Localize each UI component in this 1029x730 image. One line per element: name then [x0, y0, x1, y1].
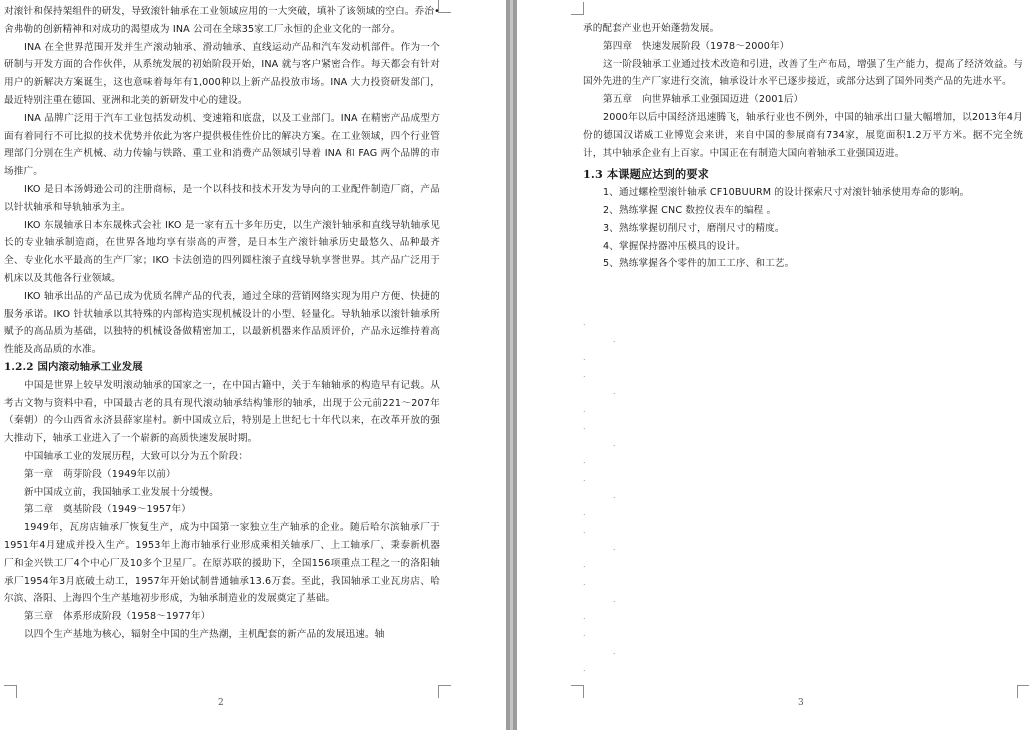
- paragraph: 新中国成立前，我国轴承工业发展十分缓慢。: [24, 486, 219, 498]
- paragraph: 中国是世界上较早发明滚动轴承的国家之一，在中国古籍中，关于车轴轴承的构造早有记载。从考古文物与资料中看，中国最古老的具有现代滚动轴承结构雏形的轴承，出现于公元前221～207年（秦朝）的今山西省永济县薛家崖村。新中国成立后，特别是上世纪七十年代以来，在改革开放的强大推动下，轴承工业进入了一个崭新的高质快速发展时期。: [4, 379, 440, 445]
- crop-mark-top-right: [438, 0, 451, 13]
- paragraph-mark: .: [613, 542, 616, 552]
- page-gap: [506, 0, 517, 730]
- paragraph-mark: .: [583, 421, 586, 431]
- paragraph-mark: .: [613, 439, 616, 449]
- paragraph: 第五章 向世界轴承工业强国迈进（2001后）: [603, 94, 804, 106]
- paragraph: 以四个生产基地为核心，辐射全中国的生产热潮，主机配套的新产品的发展迅速。轴: [24, 628, 385, 640]
- paragraph: INA 品牌广泛用于汽车工业包括发动机、变速箱和底盘，以及工业部门。INA 在精密产品成型方面有着同行不可比拟的技术优势并依此为客户提供极佳性价比的解决方案。在工业领域，四个行业管理部门分别在生产机械、动力传输与铁路、重工业和消费产品领域引导着 INA 和 FAG 两个品牌的市场推广。: [4, 112, 440, 178]
- paragraph-mark: .: [613, 387, 616, 397]
- paragraph-mark: .: [583, 508, 586, 518]
- paragraph-mark: .: [613, 594, 616, 604]
- paragraph: 4、掌握保持器冲压模具的设计。: [603, 240, 746, 252]
- crop-mark-bottom-right: [438, 685, 451, 698]
- document-page-left[interactable]: [0, 0, 506, 730]
- paragraph: 第三章 体系形成阶段（1958～1977年）: [24, 611, 211, 623]
- crop-mark-bottom-left: [4, 685, 17, 698]
- paragraph-mark: .: [583, 473, 586, 483]
- paragraph: 1949年，瓦房店轴承厂恢复生产，成为中国第一家独立生产轴承的企业。随后哈尔滨轴承厂于1951年4月建成并投入生产。1953年上海市轴承行业形成乘相关轴承厂、上工轴承厂、秉泰新机器厂和金兴铁工厂4个中心厂及10多个卫星厂。在原苏联的援助下，全国156项重点工程之一的洛阳轴承厂1954年3月底破土动工，1957年开始试制普通轴承13.6万套。至此，我国轴承工业瓦房店、哈尔滨、洛阳、上海四个生产基地初步形成，为轴承制造业的发展奠定了基础。: [4, 522, 440, 605]
- paragraph: 5、熟练掌握各个零件的加工工序、和工艺。: [603, 258, 795, 270]
- page-body-text[interactable]: [4, 3, 440, 644]
- paragraph: 对滚针和保持架组件的研发，导致滚针轴承在工业领域应用的一大突破，填补了该领域的空白。乔治•舍弗勒的创新精神和对成功的渴望成为 INA 公司在全球35家工厂永恒的企业文化的一部分。: [4, 6, 440, 35]
- paragraph-mark: .: [613, 646, 616, 656]
- section-heading: 1.3 本课题应达到的要求: [583, 167, 709, 182]
- page-number: 2: [218, 698, 224, 708]
- paragraph: 第一章 萌芽阶段（1949年以前）: [24, 468, 176, 480]
- paragraph: 第二章 奠基阶段（1949～1957年）: [24, 504, 191, 516]
- paragraph: 第四章 快速发展阶段（1978～2000年）: [603, 40, 790, 52]
- paragraph-mark: .: [583, 318, 586, 327]
- paragraph: 这一阶段轴承工业通过技术改造和引进，改善了生产布局，增强了生产能力，提高了经济效益。与国外先进的生产厂家进行交流，轴承设计水平已逐步接近，或部分达到了国外同类产品的先进水平。: [583, 58, 1023, 88]
- crop-mark-bottom-left: [571, 685, 584, 698]
- paragraph-mark: .: [583, 664, 586, 673]
- paragraph-mark: .: [583, 629, 586, 639]
- paragraph-mark: .: [583, 612, 586, 622]
- page-number: 3: [798, 698, 804, 708]
- paragraph-mark: .: [583, 577, 586, 587]
- paragraph-mark: .: [583, 560, 586, 570]
- document-page-right[interactable]: [517, 0, 1029, 730]
- paragraph: 1、通过螺栓型滚针轴承 CF10BUURM 的设计探索尺寸对滚针轴承使用寿命的影响。: [603, 187, 970, 199]
- paragraph-mark: .: [613, 335, 616, 345]
- paragraph-mark: .: [583, 352, 586, 362]
- paragraph: 承的配套产业也开始蓬勃发展。: [583, 23, 720, 34]
- paragraph-mark: .: [583, 369, 586, 379]
- paragraph: 3、熟练掌握切削尺寸，磨削尺寸的精度。: [603, 222, 785, 234]
- paragraph: 2、熟练掌握 CNC 数控仪表车的编程 。: [603, 204, 777, 216]
- crop-mark-top-left: [571, 2, 584, 15]
- paragraph: IKO 轴承出品的产品已成为优质名牌产品的代表，通过全球的营销网络实现为用户方便、快捷的服务承诺。IKO 针状轴承以其特殊的内部构造实现机械设计的小型、轻量化。导轨轴承以滚针轴承所赋予的高品质为基础，以独特的机械设备做精密加工，以最新机器来作品质评价，产品永远维持着高性能及高品质的水准。: [4, 290, 440, 356]
- page-body-text[interactable]: [583, 20, 1023, 273]
- paragraph: IKO 是日本汤姆逊公司的注册商标，是一个以科技和技术开发为导向的工业配件制造厂商，产品以针状轴承和导轨轴承为主。: [4, 183, 440, 213]
- paragraph-mark: .: [583, 525, 586, 535]
- paragraph: IKO 东晟轴承日本东晟株式会社 IKO 是一家有五十多年历史，以生产滚针轴承和直线导轨轴承见长的专业轴承制造商，在世界各地均享有崇高的声誉，是日本生产滚针轴承历史最悠久、品种最齐全、专业化水平最高的生产厂家；IKO 卡法创造的四列圆柱滚子直线导轨享誉世界。其产品广泛用于机床以及其他各行业领域。: [4, 219, 440, 284]
- crop-mark-bottom-right: [1017, 685, 1029, 698]
- section-heading: 1.2.2 国内滚动轴承工业发展: [4, 360, 143, 373]
- paragraph: INA 在全世界范围开发并生产滚动轴承、滑动轴承、直线运动产品和汽车发动机部件。作为一个研制与开发方面的合作伙伴，从系统发展的初始阶段开始，INA 就与客户紧密合作。每天都会有针对用户的新解决方案诞生，这也意味着每年有1,000种以上新产品投放市场。INA 大力投资研发部门，最近特别注重在德国、亚洲和北美的新研发中心的建设。: [4, 41, 440, 106]
- paragraph-mark: .: [583, 456, 586, 466]
- paragraph: 中国轴承工业的发展历程，大致可以分为五个阶段：: [24, 450, 249, 462]
- paragraph: 2000年以后中国经济迅速腾飞，轴承行业也不例外，中国的轴承出口量大幅增加，以2013年4月份的德国汉诺威工业博览会来讲，来自中国的参展商有734家，展览面积1.2万平方米。据不完全统计，其中轴承企业有上百家。中国正在有制造大国向着轴承工业强国迈进。: [583, 111, 1023, 159]
- paragraph-mark: .: [583, 404, 586, 414]
- paragraph-mark: .: [613, 491, 616, 500]
